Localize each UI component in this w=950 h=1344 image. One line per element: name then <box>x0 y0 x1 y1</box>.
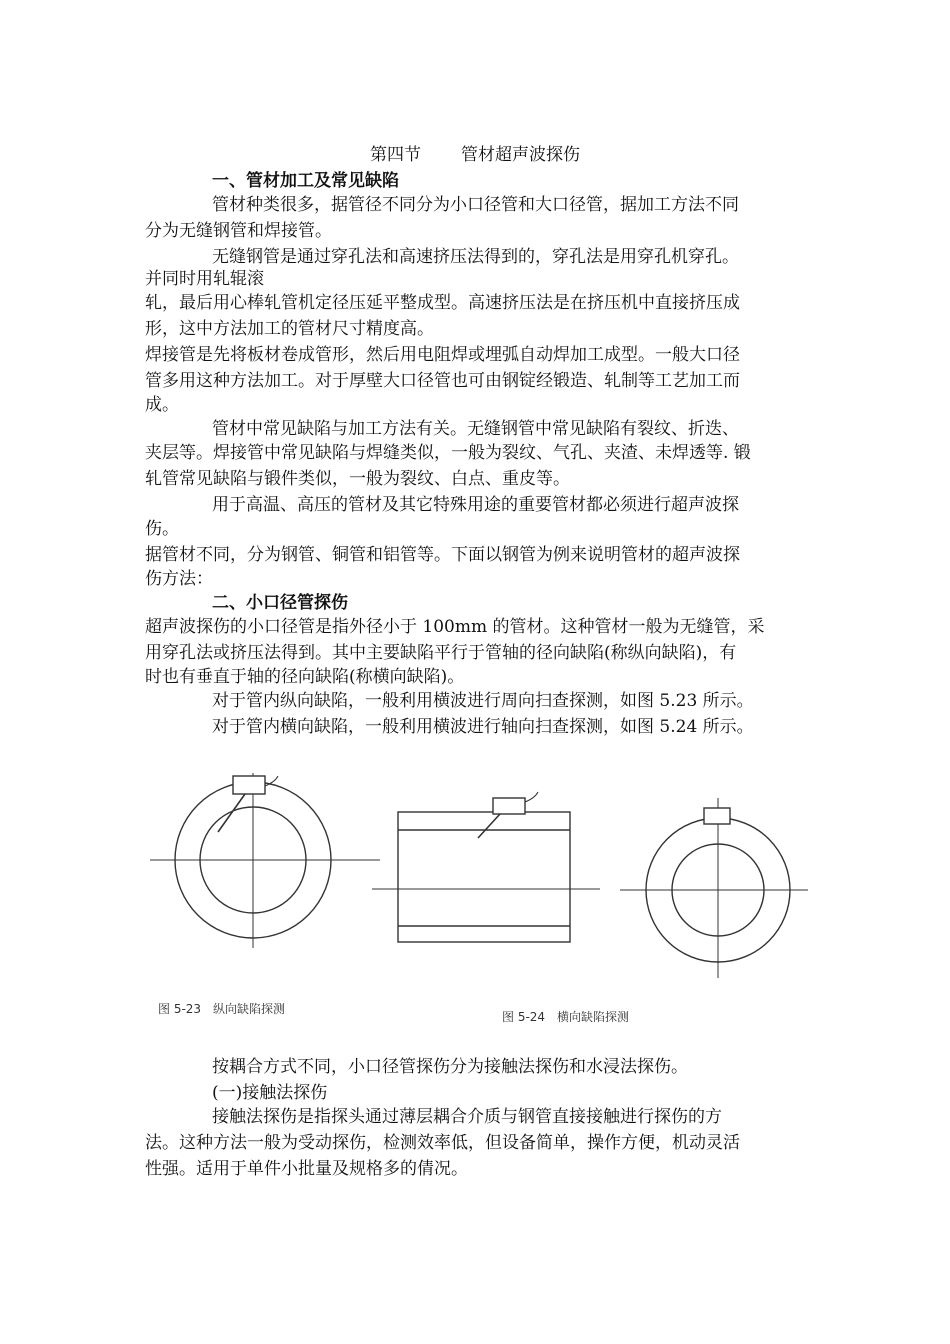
paragraph-line: 性强。适用于单件小批量及规格多的倩况。 <box>145 1159 468 1179</box>
paragraph-line: 夹层等。焊接管中常见缺陷与焊缝类似，一般为裂纹、气孔、夹渣、未焊透等. 锻 <box>145 443 751 463</box>
paragraph-line: 分为无缝钢管和焊接管。 <box>145 221 332 241</box>
section-name: 管材超声波探伤 <box>461 145 580 165</box>
subheading-contact-method: (一)接触法探伤 <box>212 1083 328 1103</box>
paragraph-line: 对于管内横向缺陷，一般利用横波进行轴向扫查探测，如图 5.24 所示。 <box>212 717 754 737</box>
pipe-cross-section-diagram <box>620 798 808 978</box>
paragraph-line: 法。这种方法一般为受动探伤，检测效率低，但设备简单，操作方便，机动灵活 <box>145 1133 740 1153</box>
paragraph-line: 管材中常见缺陷与加工方法有关。无缝钢管中常见缺陷有裂纹、折迭、 <box>212 419 739 439</box>
paragraph-line: 并同时用轧辊滚 <box>145 269 264 289</box>
paragraph-line: 接触法探伤是指探头通过薄层耦合介质与钢管直接接触进行探伤的方 <box>212 1107 722 1127</box>
paragraph-line: 管多用这种方法加工。对于厚壁大口径管也可由钢锭经锻造、轧制等工艺加工而 <box>145 371 740 391</box>
paragraph-line: 伤方法： <box>145 569 213 589</box>
paragraph-line: 用穿孔法或挤压法得到。其中主要缺陷平行于管轴的径向缺陷(称纵向缺陷)，有 <box>145 643 737 663</box>
paragraph-line: 按耦合方式不同，小口径管探伤分为接触法探伤和水浸法探伤。 <box>212 1057 688 1077</box>
heading-processing-defects: 一、管材加工及常见缺陷 <box>212 171 399 191</box>
paragraph-line: 无缝钢管是通过穿孔法和高速挤压法得到的，穿孔法是用穿孔机穿孔。 <box>212 247 739 267</box>
figure-drawing <box>140 768 820 1028</box>
figure-caption-5-24: 图 5-24 横向缺陷探测 <box>502 1010 630 1024</box>
figure-caption-5-23: 图 5-23 纵向缺陷探测 <box>158 1002 286 1016</box>
heading-small-pipe: 二、小口径管探伤 <box>212 593 348 613</box>
paragraph-line: 管材种类很多，据管径不同分为小口径管和大口径管，据加工方法不同 <box>212 195 739 215</box>
paragraph-line: 轧管常见缺陷与锻件类似，一般为裂纹、白点、重皮等。 <box>145 469 570 489</box>
longitudinal-defect-diagram <box>150 773 380 948</box>
paragraph-line: 成。 <box>145 395 179 415</box>
paragraph-line: 超声波探伤的小口径管是指外径小于 100mm 的管材。这种管材一般为无缝管，采 <box>145 617 765 637</box>
pipe-inspection-figure <box>140 768 820 1028</box>
paragraph-line: 伤。 <box>145 519 179 539</box>
transverse-defect-diagram <box>372 792 600 942</box>
section-title <box>0 142 950 168</box>
paragraph-line: 焊接管是先将板材卷成管形，然后用电阻焊或埋弧自动焊加工成型。一般大口径 <box>145 345 740 365</box>
section-number: 第四节 <box>370 145 421 165</box>
paragraph-line: 时也有垂直于轴的径向缺陷(称横向缺陷)。 <box>145 667 465 687</box>
paragraph-line: 对于管内纵向缺陷，一般利用横波进行周向扫查探测，如图 5.23 所示。 <box>212 691 754 711</box>
paragraph-line: 形，这中方法加工的管材尺寸精度高。 <box>145 319 434 339</box>
paragraph-line: 用于高温、高压的管材及其它特殊用途的重要管材都必须进行超声波探 <box>212 495 739 515</box>
paragraph-line: 据管材不同，分为钢管、铜管和铝管等。下面以钢管为例来说明管材的超声波探 <box>145 545 740 565</box>
paragraph-line: 轧，最后用心棒轧管机定径压延平整成型。高速挤压法是在挤压机中直接挤压成 <box>145 293 740 313</box>
